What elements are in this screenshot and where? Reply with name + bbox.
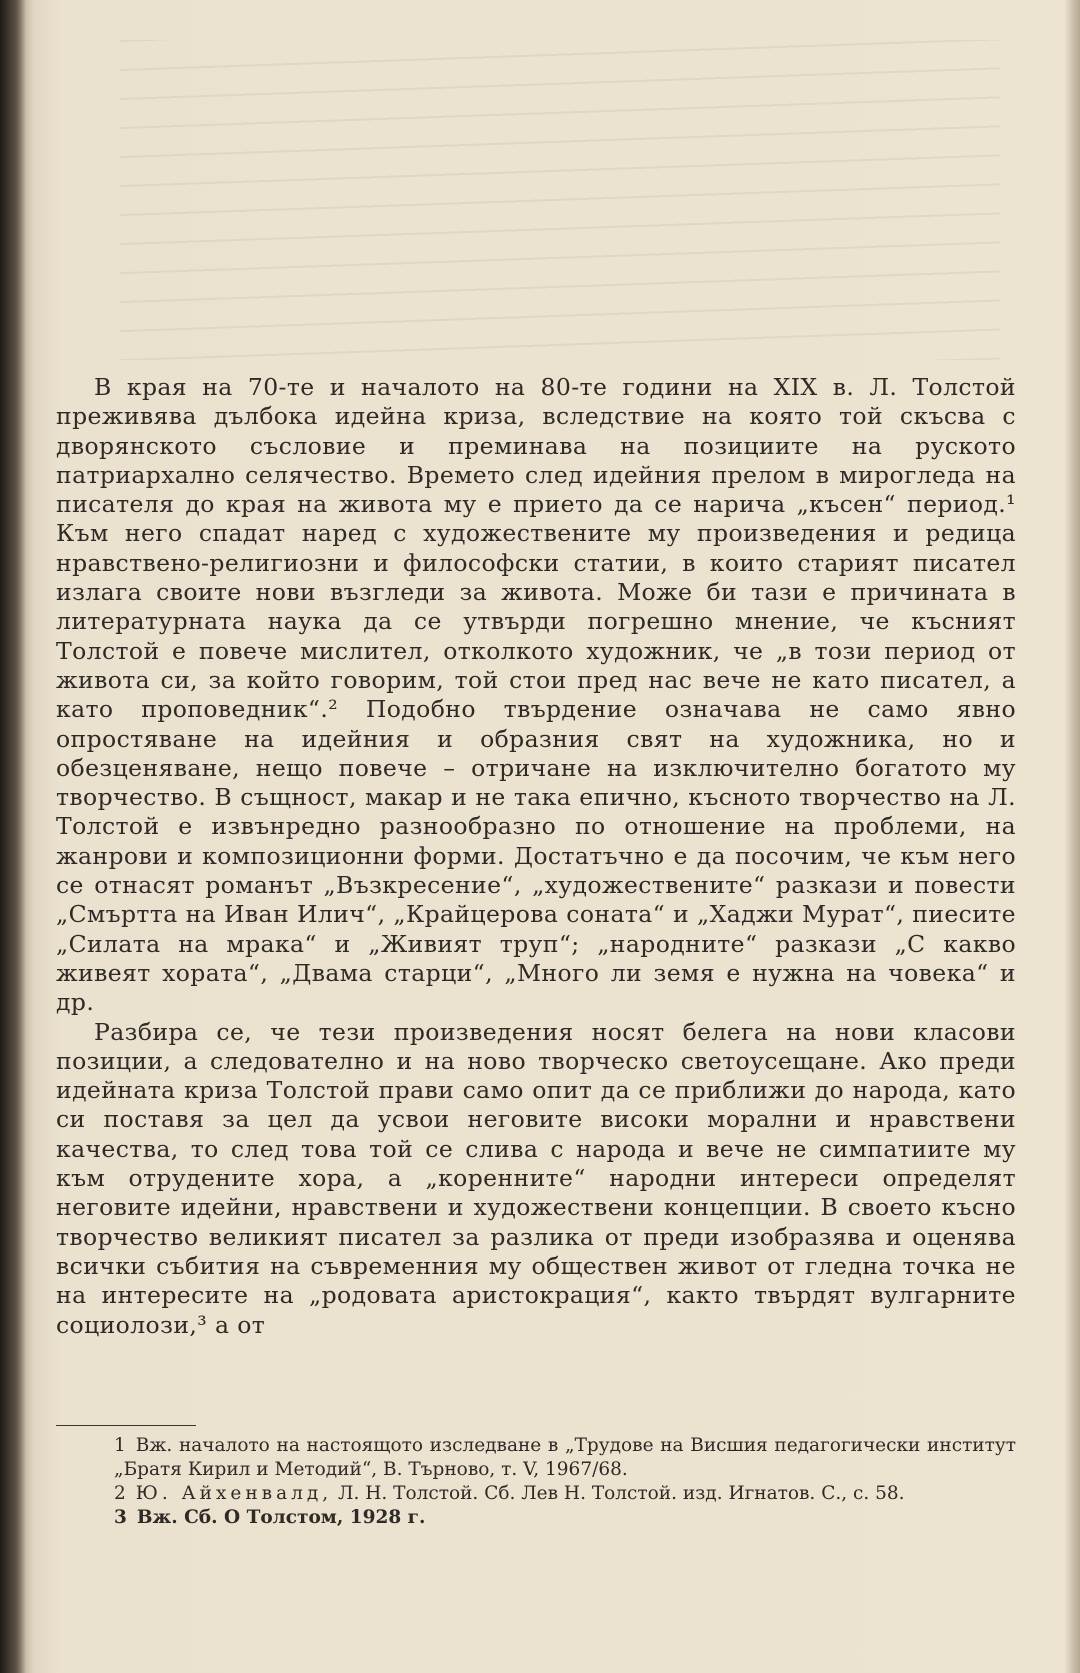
footnotes [56,1425,1016,1530]
footnote-1-mark: 1 [114,1435,126,1456]
book-spine-shadow [0,0,26,1673]
footnote-3-mark: 3 [114,1507,127,1528]
paragraph-2: Разбира се, че тези произведения носят белега на нови класови позиции, а следователно и на ново творческо светоусещане. Ако преди идейната криза Толстой прави само опит да се приближи до народа, като си поставя за цел да усвои неговите високи морални и нравствени качества, то след това той се слива с народа и вече не симпатиите му към отрудените хора, а „коренните“ народни интереси определят неговите идейни, нравствени и художествени концепции. В своето късно творчество великият писател за разлика от преди изобразява и оценява всички събития на съвременния му обществен живот от гледна точка не на интересите на „родовата аристокрация“, както твърдят вулгарните социолози,³ а от [56,1017,1016,1339]
paragraph-1: В края на 70-те и началото на 80-те години на XIX в. Л. Толстой преживява дълбока идейна криза, вследствие на която той скъсва с дворянското съсловие и преминава на позициите на руското патриархално селячество. Времето след идейния прелом в мирогледа на писателя до края на живота му е прието да се нарича „късен“ период.¹ Към него спадат наред с художествените му произведения и редица нравствено-религиозни и философски статии, в които старият писател излага своите нови възгледи за живота. Може би тази е причината в литературната наука да се утвърди погрешно мнение, че късният Толстой е повече мислител, отколкото художник, че „в този период от живота си, за който говорим, той стои пред нас вече не като писател, а като проповедник“.² Подобно твърдение означава не само явно опростяване на идейния и образния свят на художника, но и обезценяване, нещо повече – отричане на изключително богатото му творчество. В същност, макар и не така епично, късното творчество на Л. Толстой е извънредно разнообразно по отношение на проблеми, на жанрови и композиционни форми. Достатъчно е да посочим, че към него се отнасят романът „Възкресение“, „художествените“ разкази и повести „Смъртта на Иван Илич“, „Крайцерова соната“ и „Хаджи Мурат“, пиесите „Силата на мрака“ и „Живият труп“; „народните“ разкази „С какво живеят хората“, „Двама старци“, „Много ли земя е нужна на човека“ и др. [56,373,1016,1017]
footnote-3-text: Вж. Сб. О Толстом, 1928 г. [136,1507,426,1528]
footnote-1 [56,1434,1016,1482]
footnote-2 [56,1482,1016,1506]
footnote-1-text: Вж. началото на настоящото изследване в „Трудове на Висшия педагогически институт „Братя Кирил и Методий“, В. Търново, т. V, 1967/68. [114,1435,1016,1480]
footnote-2-author: Ю. Айхенвалд, [135,1483,333,1504]
show-through-texture [120,40,1000,360]
page-edge-shadow [1064,0,1080,1673]
footnote-rule [56,1425,196,1426]
footnote-2-mark: 2 [114,1483,126,1504]
main-text [56,373,1016,1340]
footnote-3 [56,1506,1016,1530]
footnote-2-text: Л. Н. Толстой. Сб. Лев Н. Толстой. изд. Игнатов. С., с. 58. [338,1483,905,1504]
